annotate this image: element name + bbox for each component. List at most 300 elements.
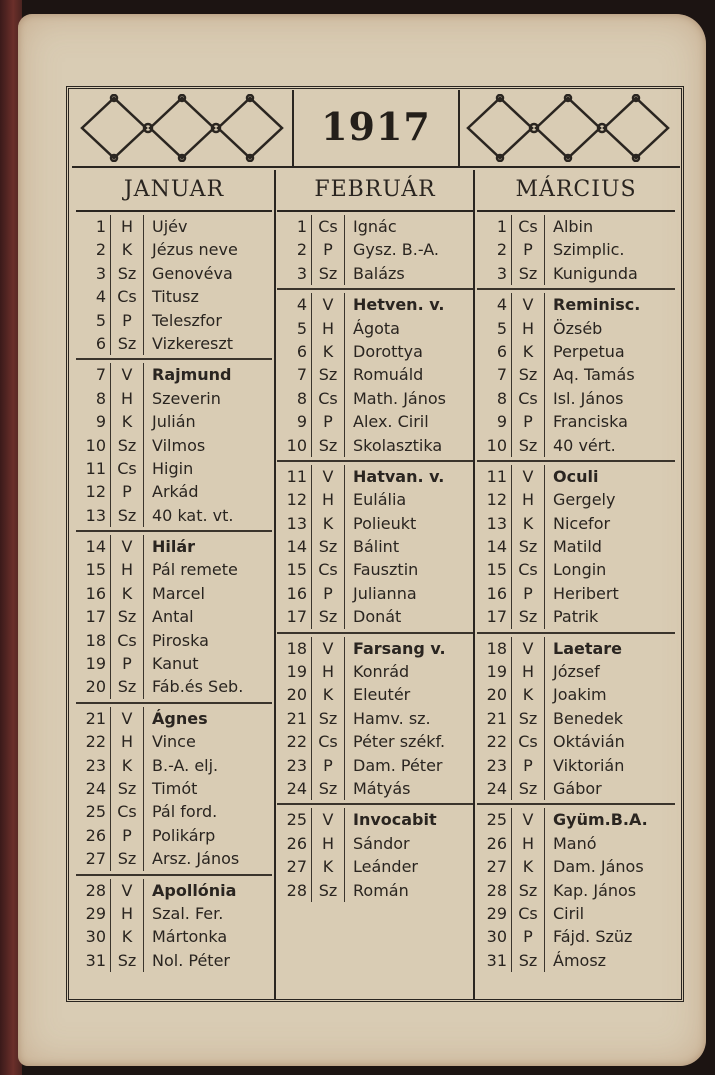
week-block xyxy=(477,290,675,462)
name-day: Antal xyxy=(152,607,194,627)
weekday-abbrev: V xyxy=(110,879,144,902)
name-day: Alex. Ciril xyxy=(353,412,429,432)
name-day: Oktávián xyxy=(553,732,625,752)
weekday-abbrev: K xyxy=(110,925,144,948)
name-day: Polieukt xyxy=(353,513,417,533)
day-row xyxy=(277,582,473,605)
day-row xyxy=(76,535,272,558)
day-row xyxy=(277,777,473,800)
name-day: Albin xyxy=(553,217,594,236)
day-row xyxy=(277,605,473,628)
day-row xyxy=(277,317,473,340)
day-number: 13 xyxy=(85,505,106,525)
weekday-abbrev: P xyxy=(311,410,345,433)
name-day: Arkád xyxy=(152,482,199,502)
weekday-abbrev: V xyxy=(110,363,144,386)
name-day: Donát xyxy=(353,607,402,627)
name-day: Szeverin xyxy=(152,388,221,408)
day-row xyxy=(477,925,675,948)
weekday-abbrev: P xyxy=(311,238,345,261)
weekday-abbrev: H xyxy=(511,832,545,855)
day-number: 25 xyxy=(486,810,507,830)
day-row xyxy=(477,410,675,433)
name-day: Dam. János xyxy=(553,857,644,877)
day-row xyxy=(277,238,473,261)
name-day: Viktorián xyxy=(553,755,625,775)
name-day: Fáb.és Seb. xyxy=(152,677,244,697)
day-number: 22 xyxy=(486,732,507,752)
day-number: 10 xyxy=(286,435,307,455)
weekday-abbrev: Cs xyxy=(110,285,144,308)
weekday-abbrev: K xyxy=(110,410,144,433)
weekday-abbrev: P xyxy=(110,480,144,503)
week-block xyxy=(277,212,473,290)
week-block xyxy=(76,360,272,532)
day-row xyxy=(76,902,272,925)
name-day: Benedek xyxy=(553,708,624,728)
day-number: 14 xyxy=(486,537,507,557)
weekday-abbrev: Sz xyxy=(511,777,545,800)
day-row xyxy=(277,879,473,902)
name-day: Math. János xyxy=(353,388,446,408)
day-row xyxy=(76,605,272,628)
day-number: 6 xyxy=(296,341,307,361)
weekday-abbrev: Sz xyxy=(511,363,545,386)
weekday-abbrev: K xyxy=(110,754,144,777)
weekday-abbrev: K xyxy=(311,683,345,706)
weekday-abbrev: H xyxy=(110,215,144,238)
day-number: 20 xyxy=(486,685,507,705)
weekday-abbrev: H xyxy=(311,660,345,683)
day-row xyxy=(477,808,675,831)
day-number: 22 xyxy=(286,732,307,752)
day-number: 23 xyxy=(85,755,106,775)
day-number: 3 xyxy=(296,263,307,283)
weekday-abbrev: P xyxy=(511,582,545,605)
weekday-abbrev: Cs xyxy=(311,387,345,410)
name-day: Kap. János xyxy=(553,880,637,900)
day-row xyxy=(277,808,473,831)
name-day: Invocabit xyxy=(353,810,437,830)
weekday-abbrev: Sz xyxy=(311,879,345,902)
day-number: 17 xyxy=(85,607,106,627)
day-row xyxy=(477,293,675,316)
month-column-januar xyxy=(76,170,272,975)
weekday-abbrev: Sz xyxy=(311,262,345,285)
name-day: Fájd. Szüz xyxy=(553,927,633,947)
day-number: 12 xyxy=(85,482,106,502)
weekday-abbrev: K xyxy=(311,340,345,363)
weekday-abbrev: Sz xyxy=(511,535,545,558)
day-number: 28 xyxy=(286,880,307,900)
day-number: 9 xyxy=(496,412,507,432)
day-number: 9 xyxy=(95,412,106,432)
day-row xyxy=(76,777,272,800)
week-block xyxy=(277,462,473,634)
weekday-abbrev: Cs xyxy=(311,215,345,238)
day-number: 2 xyxy=(496,240,507,260)
day-number: 1 xyxy=(95,217,106,236)
week-block xyxy=(76,212,272,360)
day-row xyxy=(277,215,473,238)
name-day: Vince xyxy=(152,732,196,752)
day-row xyxy=(76,824,272,847)
weekday-abbrev: Cs xyxy=(511,387,545,410)
weekday-abbrev: P xyxy=(110,824,144,847)
weekday-abbrev: P xyxy=(511,925,545,948)
name-day: Timót xyxy=(152,778,198,798)
weekday-abbrev: Cs xyxy=(511,730,545,753)
day-row xyxy=(477,902,675,925)
day-row xyxy=(277,535,473,558)
weekday-abbrev: V xyxy=(311,465,345,488)
name-day: Oculi xyxy=(553,466,599,486)
day-row xyxy=(477,262,675,285)
day-number: 3 xyxy=(496,263,507,283)
name-day: Szal. Fer. xyxy=(152,903,224,923)
day-number: 24 xyxy=(85,778,106,798)
day-number: 29 xyxy=(486,903,507,923)
day-number: 15 xyxy=(286,560,307,580)
weekday-abbrev: V xyxy=(311,293,345,316)
week-block xyxy=(76,876,272,976)
day-number: 26 xyxy=(486,833,507,853)
name-day: Mátyás xyxy=(353,778,411,798)
day-number: 25 xyxy=(286,810,307,830)
name-day: Balázs xyxy=(353,263,405,283)
weekday-abbrev: Sz xyxy=(511,434,545,457)
day-row xyxy=(477,434,675,457)
diamond-ornament-icon xyxy=(78,94,288,162)
day-number: 17 xyxy=(286,607,307,627)
day-row xyxy=(76,480,272,503)
weekday-abbrev: Cs xyxy=(110,457,144,480)
name-day: Konrád xyxy=(353,662,410,682)
name-day: Reminisc. xyxy=(553,295,641,315)
day-row xyxy=(76,675,272,698)
day-row xyxy=(477,730,675,753)
day-row xyxy=(477,832,675,855)
weekday-abbrev: P xyxy=(110,309,144,332)
day-row xyxy=(76,238,272,261)
weekday-abbrev: Sz xyxy=(110,504,144,527)
day-number: 20 xyxy=(286,685,307,705)
week-block xyxy=(277,634,473,806)
name-day: Nicefor xyxy=(553,513,611,533)
day-row xyxy=(477,387,675,410)
name-day: Marcel xyxy=(152,583,205,603)
week-block xyxy=(477,805,675,975)
name-day: Ámosz xyxy=(553,950,607,970)
day-number: 8 xyxy=(95,388,106,408)
name-day: Mártonka xyxy=(152,927,228,947)
name-day: Gábor xyxy=(553,778,602,798)
day-row xyxy=(477,949,675,972)
weekday-abbrev: Cs xyxy=(110,800,144,823)
day-row xyxy=(76,629,272,652)
name-day: Leánder xyxy=(353,857,418,877)
day-number: 16 xyxy=(286,583,307,603)
day-number: 18 xyxy=(286,638,307,658)
day-number: 31 xyxy=(486,950,507,970)
day-number: 21 xyxy=(486,708,507,728)
name-day: Gysz. B.-A. xyxy=(353,240,440,260)
name-day: Gyüm.B.A. xyxy=(553,810,648,830)
day-row xyxy=(477,558,675,581)
day-row xyxy=(277,363,473,386)
name-day: Szimplic. xyxy=(553,240,625,260)
weekday-abbrev: V xyxy=(110,707,144,730)
weekday-abbrev: P xyxy=(511,238,545,261)
weekday-abbrev: Cs xyxy=(511,215,545,238)
name-day: Jézus neve xyxy=(152,240,238,260)
name-day: Romuáld xyxy=(353,365,424,385)
weekday-abbrev: V xyxy=(311,808,345,831)
day-number: 6 xyxy=(496,341,507,361)
weekday-abbrev: Sz xyxy=(511,707,545,730)
name-day: Pál ford. xyxy=(152,802,218,822)
name-day: Manó xyxy=(553,833,597,853)
name-day: Ágota xyxy=(353,318,400,338)
day-number: 19 xyxy=(486,662,507,682)
weekday-abbrev: Cs xyxy=(311,730,345,753)
name-day: Román xyxy=(353,880,409,900)
day-row xyxy=(277,660,473,683)
day-number: 8 xyxy=(496,388,507,408)
day-row xyxy=(277,707,473,730)
week-block xyxy=(277,290,473,462)
day-number: 23 xyxy=(486,755,507,775)
name-day: Hetven. v. xyxy=(353,295,445,315)
day-number: 15 xyxy=(85,560,106,580)
diamond-ornament-icon xyxy=(464,94,674,162)
day-row xyxy=(76,285,272,308)
weekday-abbrev: Sz xyxy=(311,707,345,730)
year-title: 1917 xyxy=(321,104,431,149)
name-day: Piroska xyxy=(152,630,209,650)
name-day: Teleszfor xyxy=(152,310,222,330)
name-day: Heribert xyxy=(553,583,619,603)
weekday-abbrev: Sz xyxy=(110,675,144,698)
day-row xyxy=(277,754,473,777)
day-number: 11 xyxy=(486,466,507,486)
name-day: Julián xyxy=(152,412,196,432)
day-number: 13 xyxy=(486,513,507,533)
day-row xyxy=(477,683,675,706)
weekday-abbrev: Sz xyxy=(311,605,345,628)
day-row xyxy=(477,637,675,660)
weekday-abbrev: Sz xyxy=(511,949,545,972)
day-number: 26 xyxy=(286,833,307,853)
name-day: Franciska xyxy=(553,412,628,432)
day-row xyxy=(277,832,473,855)
day-row xyxy=(76,925,272,948)
name-day: Ágnes xyxy=(152,708,208,728)
day-row xyxy=(277,488,473,511)
day-number: 24 xyxy=(486,778,507,798)
day-number: 5 xyxy=(496,318,507,338)
name-day: Titusz xyxy=(152,287,199,307)
day-row xyxy=(277,512,473,535)
weekday-abbrev: K xyxy=(110,582,144,605)
day-number: 13 xyxy=(286,513,307,533)
day-number: 18 xyxy=(486,638,507,658)
column-divider xyxy=(473,170,475,1000)
day-row xyxy=(76,730,272,753)
day-number: 16 xyxy=(85,583,106,603)
day-number: 12 xyxy=(286,490,307,510)
day-number: 15 xyxy=(486,560,507,580)
weekday-abbrev: H xyxy=(511,488,545,511)
weekday-abbrev: Cs xyxy=(511,558,545,581)
day-number: 1 xyxy=(296,217,307,236)
weekday-abbrev: Sz xyxy=(311,434,345,457)
day-number: 27 xyxy=(85,849,106,869)
name-day: Joakim xyxy=(553,685,607,705)
weekday-abbrev: Sz xyxy=(110,847,144,870)
day-row xyxy=(277,340,473,363)
weekday-abbrev: K xyxy=(511,512,545,535)
day-number: 20 xyxy=(85,677,106,697)
weekday-abbrev: Sz xyxy=(110,332,144,355)
day-number: 23 xyxy=(286,755,307,775)
day-number: 9 xyxy=(296,412,307,432)
day-row xyxy=(76,309,272,332)
name-day: Sándor xyxy=(353,833,410,853)
name-day: Hilár xyxy=(152,537,196,557)
day-row xyxy=(76,262,272,285)
name-day: Fausztin xyxy=(353,560,419,580)
name-day: B.-A. elj. xyxy=(152,755,219,775)
day-number: 5 xyxy=(296,318,307,338)
weekday-abbrev: Sz xyxy=(311,535,345,558)
day-number: 31 xyxy=(85,950,106,970)
day-number: 14 xyxy=(286,537,307,557)
day-row xyxy=(477,488,675,511)
name-day: 40 vért. xyxy=(553,435,616,455)
day-number: 2 xyxy=(95,240,106,260)
day-row xyxy=(477,582,675,605)
name-day: Skolasztika xyxy=(353,435,443,455)
day-number: 7 xyxy=(496,365,507,385)
weekday-abbrev: Sz xyxy=(110,605,144,628)
weekday-abbrev: Sz xyxy=(511,879,545,902)
column-divider xyxy=(274,170,276,1000)
day-row xyxy=(76,215,272,238)
day-number: 30 xyxy=(85,927,106,947)
day-row xyxy=(277,558,473,581)
day-row xyxy=(277,262,473,285)
day-number: 21 xyxy=(286,708,307,728)
name-day: Longin xyxy=(553,560,607,580)
day-row xyxy=(76,652,272,675)
name-day: Bálint xyxy=(353,537,400,557)
name-day: Kanut xyxy=(152,654,199,674)
day-number: 6 xyxy=(95,333,106,353)
weekday-abbrev: P xyxy=(110,652,144,675)
day-row xyxy=(76,800,272,823)
month-title: FEBRUÁR xyxy=(277,170,473,212)
name-day: Hamv. sz. xyxy=(353,708,431,728)
day-row xyxy=(477,340,675,363)
name-day: Vilmos xyxy=(152,435,206,455)
day-number: 21 xyxy=(85,708,106,728)
name-day: 40 kat. vt. xyxy=(152,505,234,525)
day-row xyxy=(277,387,473,410)
name-day: Pál remete xyxy=(152,560,238,580)
weekday-abbrev: H xyxy=(511,660,545,683)
name-day: Vizkereszt xyxy=(152,333,234,353)
day-number: 5 xyxy=(95,310,106,330)
month-title: JANUAR xyxy=(76,170,272,212)
day-number: 11 xyxy=(85,458,106,478)
weekday-abbrev: K xyxy=(110,238,144,261)
day-number: 12 xyxy=(486,490,507,510)
name-day: Laetare xyxy=(553,638,623,658)
day-row xyxy=(76,582,272,605)
name-day: Dorottya xyxy=(353,341,423,361)
weekday-abbrev: H xyxy=(110,558,144,581)
name-day: Apollónia xyxy=(152,880,237,900)
day-row xyxy=(277,637,473,660)
name-day: Dam. Péter xyxy=(353,755,443,775)
weekday-abbrev: P xyxy=(311,754,345,777)
name-day: Eleutér xyxy=(353,685,411,705)
name-day: Higin xyxy=(152,458,194,478)
weekday-abbrev: Sz xyxy=(110,777,144,800)
day-row xyxy=(477,855,675,878)
week-block xyxy=(477,634,675,806)
day-number: 11 xyxy=(286,466,307,486)
day-number: 24 xyxy=(286,778,307,798)
day-row xyxy=(477,317,675,340)
weekday-abbrev: V xyxy=(511,808,545,831)
weekday-abbrev: P xyxy=(311,582,345,605)
name-day: Gergely xyxy=(553,490,616,510)
day-number: 26 xyxy=(85,825,106,845)
day-number: 16 xyxy=(486,583,507,603)
day-number: 7 xyxy=(95,365,106,385)
name-day: Julianna xyxy=(353,583,417,603)
day-row xyxy=(277,465,473,488)
day-row xyxy=(76,949,272,972)
name-day: Ignác xyxy=(353,217,397,236)
day-row xyxy=(76,754,272,777)
name-day: Matild xyxy=(553,537,602,557)
day-row xyxy=(277,683,473,706)
day-row xyxy=(477,754,675,777)
weekday-abbrev: H xyxy=(110,730,144,753)
name-day: Nol. Péter xyxy=(152,950,230,970)
weekday-abbrev: Sz xyxy=(511,262,545,285)
day-row xyxy=(477,605,675,628)
weekday-abbrev: K xyxy=(511,855,545,878)
day-row xyxy=(277,730,473,753)
weekday-abbrev: H xyxy=(311,832,345,855)
name-day: Kunigunda xyxy=(553,263,638,283)
name-day: Polikárp xyxy=(152,825,216,845)
weekday-abbrev: V xyxy=(511,637,545,660)
day-number: 7 xyxy=(296,365,307,385)
day-row xyxy=(277,855,473,878)
day-number: 30 xyxy=(486,927,507,947)
weekday-abbrev: K xyxy=(511,683,545,706)
day-row xyxy=(76,879,272,902)
day-number: 25 xyxy=(85,802,106,822)
day-row xyxy=(477,535,675,558)
name-day: Ciril xyxy=(553,903,585,923)
day-row xyxy=(477,777,675,800)
